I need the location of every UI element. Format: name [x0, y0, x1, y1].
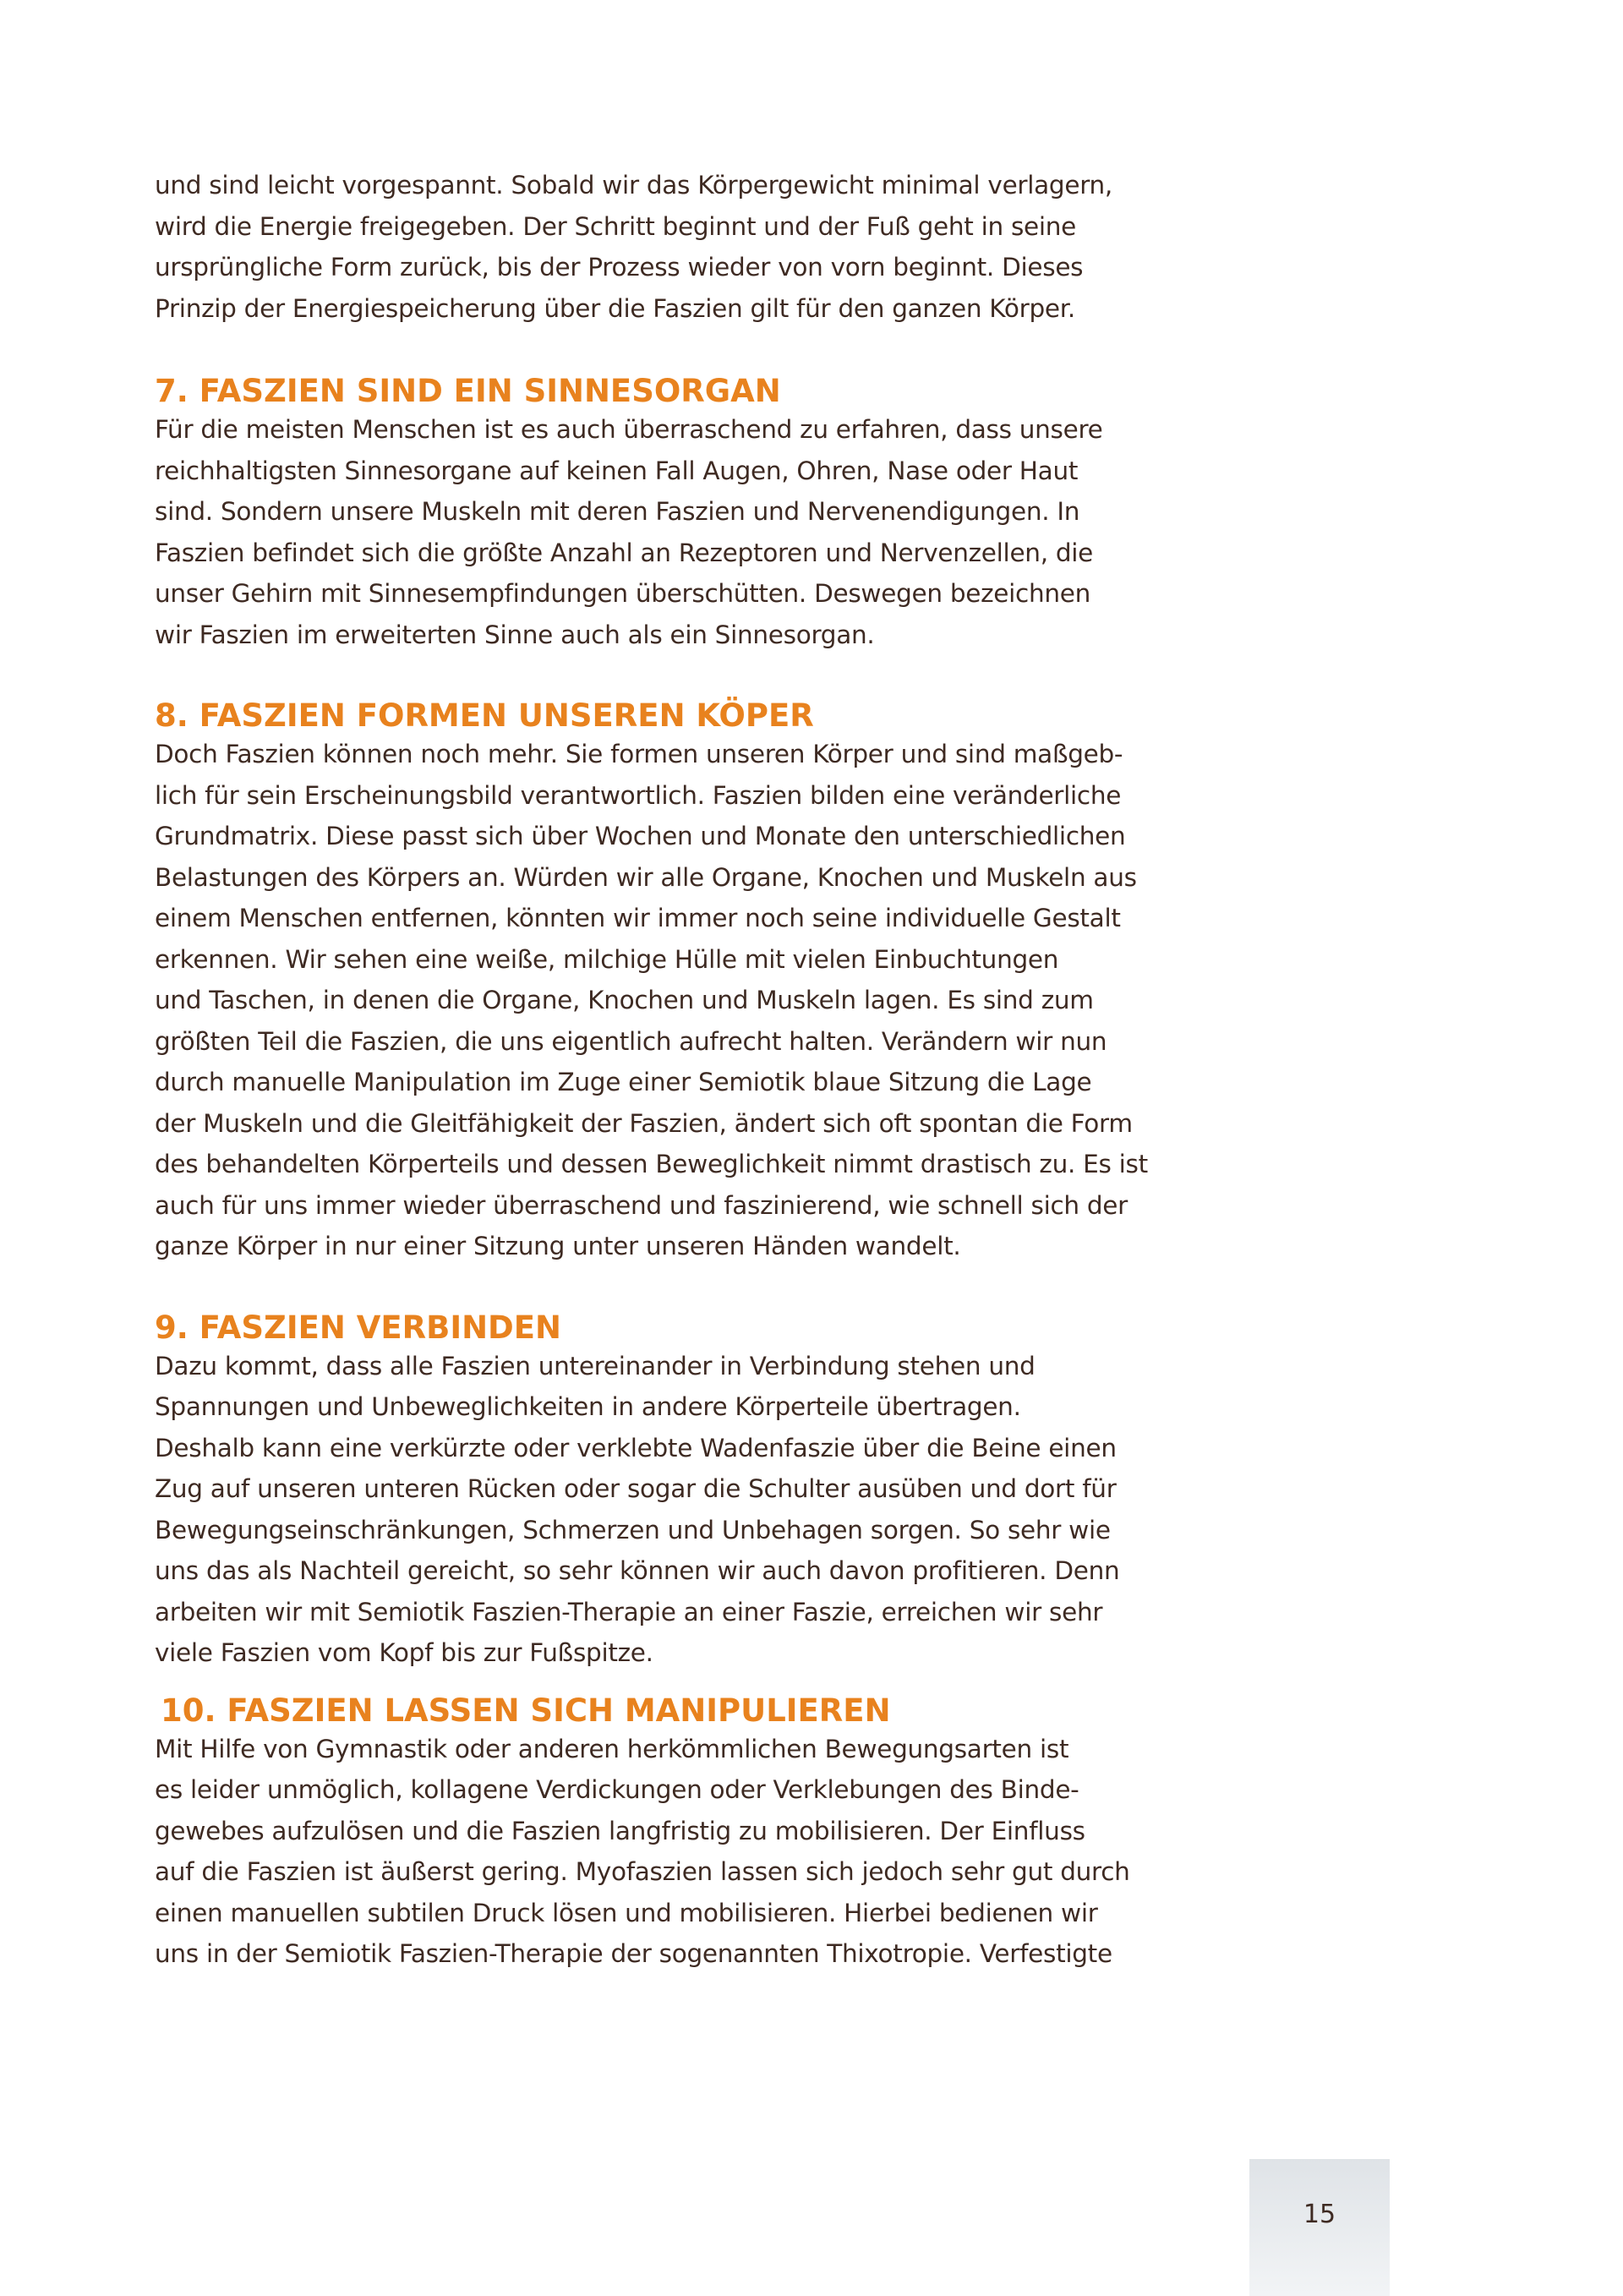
section-9-line: Spannungen und Unbeweglichkeiten in andere Körperteile übertragen.	[155, 1392, 1021, 1421]
section-8-line: auch für uns immer wieder überraschend und faszinierend, wie schnell sich der	[155, 1190, 1128, 1220]
section-9-line: uns das als Nachteil gereicht, so sehr können wir auch davon profitieren. Denn	[155, 1556, 1120, 1585]
section-9-line: arbeiten wir mit Semiotik Faszien-Therapie an einer Faszie, erreichen wir sehr	[155, 1597, 1103, 1626]
page-number: 15	[1303, 2200, 1336, 2229]
section-10-line: uns in der Semiotik Faszien-Therapie der sogenannten Thixotropie. Verfestigte	[155, 1939, 1112, 1968]
section-9-paragraph	[155, 1346, 1152, 1674]
section-8-line: erkennen. Wir sehen eine weiße, milchige Hülle mit vielen Einbuchtungen	[155, 944, 1059, 974]
section-10-line: gewebes aufzulösen und die Faszien langfristig zu mobilisieren. Der Einfluss	[155, 1816, 1085, 1845]
page-content	[155, 165, 1152, 1975]
section-8-heading: 8. FASZIEN FORMEN UNSEREN KÖPER	[155, 697, 814, 734]
section-9-line: Dazu kommt, dass alle Faszien untereinander in Verbindung stehen und	[155, 1351, 1036, 1380]
intro-paragraph	[155, 165, 1152, 329]
section-8-line: größten Teil die Faszien, die uns eigentlich aufrecht halten. Verändern wir nun	[155, 1026, 1107, 1056]
intro-line: ursprüngliche Form zurück, bis der Prozess wieder von vorn beginnt. Dieses	[155, 253, 1084, 282]
section-9-line: viele Faszien vom Kopf bis zur Fußspitze.	[155, 1638, 653, 1667]
section-10-line: es leider unmöglich, kollagene Verdickungen oder Verklebungen des Binde-	[155, 1775, 1079, 1804]
section-7-paragraph	[155, 409, 1152, 655]
section-7-heading: 7. FASZIEN SIND EIN SINNESORGAN	[155, 373, 781, 409]
section-10-paragraph	[155, 1729, 1152, 1975]
section-7-line: unser Gehirn mit Sinnesempfindungen überschütten. Deswegen bezeichnen	[155, 579, 1091, 608]
section-7-line: sind. Sondern unsere Muskeln mit deren Faszien und Nervenendigungen. In	[155, 497, 1080, 526]
intro-line: und sind leicht vorgespannt. Sobald wir das Körpergewicht minimal verlagern,	[155, 171, 1112, 200]
section-10-line: auf die Faszien ist äußerst gering. Myofaszien lassen sich jedoch sehr gut durch	[155, 1857, 1130, 1886]
section-8-line: lich für sein Erscheinungsbild verantwortlich. Faszien bilden eine veränderliche	[155, 780, 1122, 810]
page-number-tab	[1249, 2159, 1390, 2296]
section-10-line: Mit Hilfe von Gymnastik oder anderen herkömmlichen Bewegungsarten ist	[155, 1734, 1069, 1763]
section-8-line: Doch Faszien können noch mehr. Sie formen unseren Körper und sind maßgeb-	[155, 740, 1123, 768]
section-10-heading: 10. FASZIEN LASSEN SICH MANIPULIEREN	[161, 1692, 891, 1729]
section-7-line: Faszien befindet sich die größte Anzahl an Rezeptoren und Nervenzellen, die	[155, 538, 1094, 567]
section-7-line: reichhaltigsten Sinnesorgane auf keinen Fall Augen, Ohren, Nase oder Haut	[155, 456, 1079, 485]
section-8-line: ganze Körper in nur einer Sitzung unter unseren Händen wandelt.	[155, 1232, 961, 1260]
section-9-line: Deshalb kann eine verkürzte oder verklebte Wadenfaszie über die Beine einen	[155, 1433, 1117, 1462]
section-8-line: einem Menschen entfernen, könnten wir immer noch seine individuelle Gestalt	[155, 904, 1121, 932]
section-8-line: Belastungen des Körpers an. Würden wir alle Organe, Knochen und Muskeln aus	[155, 862, 1137, 892]
section-8-line: und Taschen, in denen die Organe, Knochen und Muskeln lagen. Es sind zum	[155, 986, 1094, 1014]
section-9-line: Bewegungseinschränkungen, Schmerzen und Unbehagen sorgen. So sehr wie	[155, 1515, 1111, 1544]
section-8-line: durch manuelle Manipulation im Zuge einer Semiotik blaue Sitzung die Lage	[155, 1068, 1092, 1096]
section-9-heading: 9. FASZIEN VERBINDEN	[155, 1309, 561, 1346]
section-9-line: Zug auf unseren unteren Rücken oder sogar die Schulter ausüben und dort für	[155, 1474, 1117, 1503]
section-8-line: des behandelten Körperteils und dessen Beweglichkeit nimmt drastisch zu. Es ist	[155, 1150, 1148, 1178]
section-8-line: Grundmatrix. Diese passt sich über Wochen und Monate den unterschiedlichen	[155, 822, 1126, 850]
section-7-line: Für die meisten Menschen ist es auch überraschend zu erfahren, dass unsere	[155, 415, 1103, 444]
intro-line: wird die Energie freigegeben. Der Schritt beginnt und der Fuß geht in seine	[155, 211, 1077, 241]
section-8-paragraph	[155, 734, 1152, 1267]
intro-line: Prinzip der Energiespeicherung über die Faszien gilt für den ganzen Körper.	[155, 293, 1075, 323]
section-10-line: einen manuellen subtilen Druck lösen und mobilisieren. Hierbei bedienen wir	[155, 1898, 1098, 1927]
section-8-line: der Muskeln und die Gleitfähigkeit der Faszien, ändert sich oft spontan die Form	[155, 1108, 1133, 1138]
section-7-line: wir Faszien im erweiterten Sinne auch als ein Sinnesorgan.	[155, 620, 875, 649]
